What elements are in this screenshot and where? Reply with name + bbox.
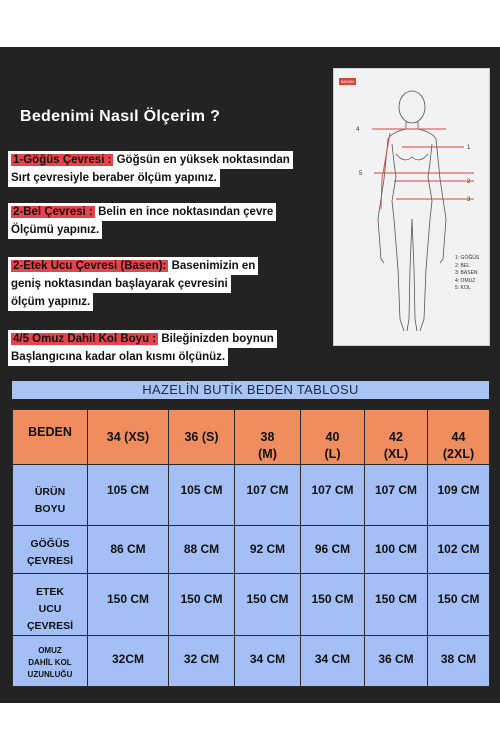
figure-number: 4 [356, 127, 360, 133]
table-cell: 32CM [87, 635, 169, 687]
table-cell: 105 CM [168, 464, 235, 526]
instruction-arm [8, 330, 277, 366]
figure-number: 1 [467, 145, 471, 151]
figure-number: 2 [467, 179, 471, 185]
body-outline-illustration [334, 69, 489, 345]
table-cell: 34 CM [234, 635, 301, 687]
measurement-figure [333, 68, 490, 346]
table-cell: 100 CM [364, 525, 428, 574]
instruction-text: Belin en ince noktasından çevre [94, 206, 274, 218]
legend-item: 3: BASEN [455, 270, 478, 276]
table-cell: 32 CM [168, 635, 235, 687]
table-cell: 96 CM [300, 525, 365, 574]
table-cell: 36 CM [364, 635, 428, 687]
table-cell: 150 CM [87, 573, 169, 636]
instruction-label: 2-Etek Ucu Çevresi (Basen): [13, 260, 167, 272]
table-cell: 150 CM [168, 573, 235, 636]
table-cell: 150 CM [234, 573, 301, 636]
instruction-chest [8, 151, 293, 187]
instruction-text: ölçüm yapınız. [8, 293, 93, 311]
legend-item: 5: KOL [455, 285, 471, 291]
row-label: ÜRÜN BOYU [12, 464, 88, 526]
legend-item: 2: BEL [455, 262, 471, 269]
size-header: 40 (L) [300, 409, 365, 465]
row-label: ETEK UCU ÇEVRESİ [12, 573, 88, 636]
instruction-text: Basenimizin en [168, 260, 256, 272]
size-header: 34 (XS) [87, 409, 169, 465]
row-label: GÖĞÜS ÇEVRESİ [12, 525, 88, 574]
legend-item: 4: OMUZ [455, 277, 476, 284]
figure-number: 5 [359, 171, 363, 177]
table-cell: 107 CM [364, 464, 428, 526]
table-cell: 150 CM [364, 573, 428, 636]
instruction-hip [8, 257, 258, 311]
table-cell: 102 CM [427, 525, 490, 574]
instruction-label: 2-Bel Çevresi : [13, 206, 93, 218]
instruction-text: Göğsün en yüksek noktasından [113, 154, 290, 166]
table-cell: 150 CM [427, 573, 490, 636]
instruction-text: Sırt çevresiyle beraber ölçüm yapınız. [8, 169, 220, 187]
table-cell: 86 CM [87, 525, 169, 574]
table-cell: 109 CM [427, 464, 490, 526]
size-header: 36 (S) [168, 409, 235, 465]
table-corner-beden: BEDEN [12, 409, 88, 465]
table-cell: 92 CM [234, 525, 301, 574]
size-table-title: HAZELİN BUTİK BEDEN TABLOSU [12, 381, 489, 399]
figure-number: 3 [467, 197, 471, 203]
size-header: 44 (2XL) [427, 409, 490, 465]
legend-item: 1: GÖĞÜS [455, 255, 480, 261]
table-cell: 38 CM [427, 635, 490, 687]
table-cell: 105 CM [87, 464, 169, 526]
table-cell: 88 CM [168, 525, 235, 574]
instruction-label: 1-Göğüs Çevresi : [13, 154, 112, 166]
instruction-text: Ölçümü yapınız. [8, 221, 102, 239]
figure-legend [455, 255, 479, 293]
instruction-waist [8, 203, 276, 239]
size-header: 38 (M) [234, 409, 301, 465]
instruction-text: geniş noktasından başlayarak çevresini [8, 275, 231, 293]
table-cell: 107 CM [300, 464, 365, 526]
table-cell: 150 CM [300, 573, 365, 636]
instruction-text: Bileğinizden boynun [158, 333, 274, 345]
row-label: OMUZ DAHİL KOL UZUNLUĞU [12, 635, 88, 687]
table-cell: 34 CM [300, 635, 365, 687]
instruction-text: Başlangıcına kadar olan kısmı ölçünüz. [8, 348, 228, 366]
instruction-label: 4/5 Omuz Dahil Kol Boyu : [13, 333, 157, 345]
figure-tag: BAYAN [341, 79, 354, 84]
size-header: 42 (XL) [364, 409, 428, 465]
table-cell: 107 CM [234, 464, 301, 526]
page-title: Bedenimi Nasıl Ölçerim ? [20, 108, 221, 125]
